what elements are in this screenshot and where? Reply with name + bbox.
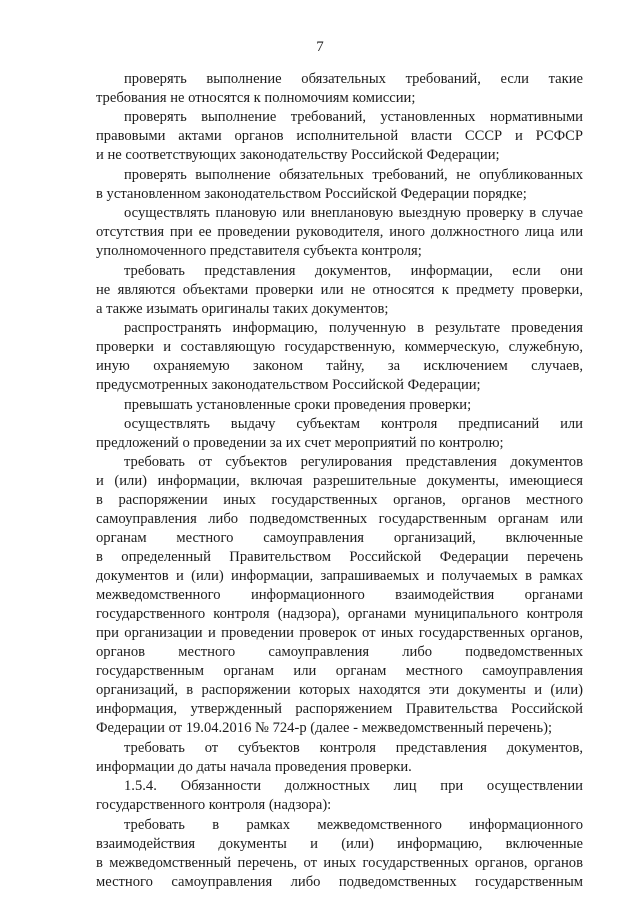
text-line: государственного контроля (надзора), органами муниципального контроля <box>96 606 583 622</box>
paragraph-first-line: 1.5.4. Обязанности должностных лиц при осуществлении <box>124 778 583 794</box>
text-line: правовыми актами органов исполнительной власти СССР и РСФСР <box>96 128 583 144</box>
text-line: требования не относятся к полномочиям комиссии; <box>96 90 416 106</box>
text-line: проверки и составляющую государственную, коммерческую, служебную, <box>96 339 583 355</box>
text-line: уполномоченного представителя субъекта контроля; <box>96 243 422 259</box>
paragraph-first-line: распространять информацию, полученную в результате проведения <box>124 320 583 336</box>
text-line: предложений о проведении за их счет мероприятий по контролю; <box>96 435 504 451</box>
text-line: самоуправления либо подведомственных государственным органам или <box>96 511 583 527</box>
text-line: организаций, в распоряжении которых находятся эти документы и (или) <box>96 682 583 698</box>
paragraph-first-line: требовать от субъектов контроля представления документов, <box>124 740 583 756</box>
paragraph-first-line: требовать представления документов, информации, если они <box>124 263 583 279</box>
page-number: 7 <box>316 39 324 55</box>
text-line: органов местного самоуправления либо подведомственных <box>96 644 583 660</box>
text-line: органам местного самоуправления организаций, включенные <box>96 530 583 546</box>
text-line: документов и (или) информации, запрашиваемых и получаемых в рамках <box>96 568 583 584</box>
paragraph-first-line: осуществлять выдачу субъектам контроля предписаний или <box>124 416 583 432</box>
text-line: и (или) информации, включая разрешительные документы, имеющиеся <box>96 473 583 489</box>
text-line: местного самоуправления либо подведомственных государственным <box>96 874 583 890</box>
text-line: государственного контроля (надзора): <box>96 797 332 813</box>
paragraph-first-line: осуществлять плановую или внеплановую выездную проверку в случае <box>124 205 583 221</box>
text-line: в распоряжении иных государственных органов, органов местного <box>96 492 583 508</box>
paragraph-first-line: проверять выполнение обязательных требований, если такие <box>124 71 583 87</box>
paragraph-first-line: превышать установленные сроки проведения проверки; <box>124 397 472 413</box>
text-line: государственным органам или органам местного самоуправления <box>96 663 583 679</box>
text-line: взаимодействия документы и (или) информацию, включенные <box>96 836 583 852</box>
text-line: отсутствия при ее проведении руководителя, иного должностного лица или <box>96 224 583 240</box>
text-line: в межведомственный перечень, от иных государственных органов, органов <box>96 855 583 871</box>
text-line: информации до даты начала проведения проверки. <box>96 759 412 775</box>
paragraph-first-line: требовать в рамках межведомственного информационного <box>124 817 583 833</box>
text-line: не являются объектами проверки или не относятся к предмету проверки, <box>96 282 583 298</box>
text-line: иную охраняемую законом тайну, за исключением случаев, <box>96 358 583 374</box>
paragraph-first-line: требовать от субъектов регулирования представления документов <box>124 454 583 470</box>
text-line: в определенный Правительством Российской Федерации перечень <box>96 549 583 565</box>
text-line: Федерации от 19.04.2016 № 724-р (далее - межведомственный перечень); <box>96 720 553 736</box>
paragraph-first-line: проверять выполнение требований, установленных нормативными <box>124 109 583 125</box>
text-line: при организации и проведении проверок от иных государственных органов, <box>96 625 583 641</box>
paragraph-first-line: проверять выполнение обязательных требований, не опубликованных <box>124 167 583 183</box>
text-line: информация, утвержденный распоряжением Правительства Российской <box>96 701 583 717</box>
text-line: и не соответствующих законодательству Российской Федерации; <box>96 147 500 163</box>
text-line: предусмотренных законодательством Российской Федерации; <box>96 377 481 393</box>
text-line: межведомственного информационного взаимодействия органами <box>96 587 583 603</box>
text-line: а также изымать оригиналы таких документов; <box>96 301 389 317</box>
text-line: в установленном законодательством Российской Федерации порядке; <box>96 186 527 202</box>
